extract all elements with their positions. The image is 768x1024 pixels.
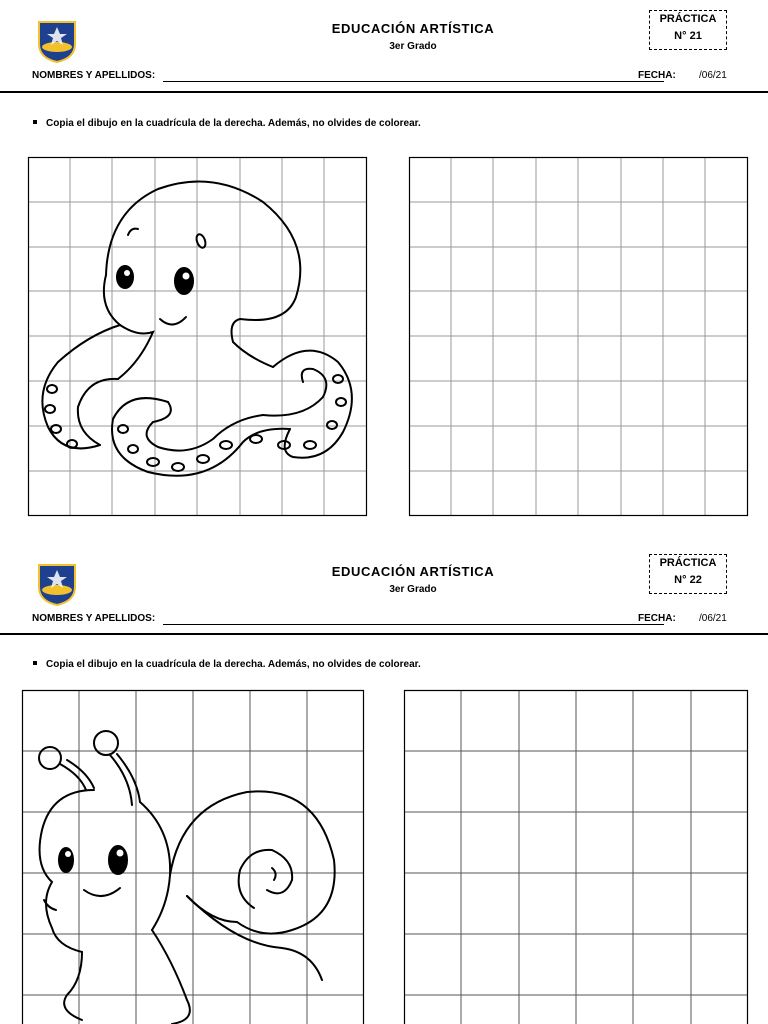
date-label: FECHA: [638,613,676,624]
name-label: NOMBRES Y APELLIDOS: [32,70,156,81]
date-value[interactable]: /06/21 [699,613,727,624]
name-label: NOMBRES Y APELLIDOS: [32,613,156,624]
bullet-icon [33,120,37,124]
practice-badge [649,10,727,50]
drawing-grid-practice-21[interactable] [409,157,748,516]
grade-label: 3er Grado [389,41,437,52]
name-field[interactable] [163,624,664,625]
date-label: FECHA: [638,70,676,81]
practice-number: N° 22 [674,574,702,586]
subject-title: EDUCACIÓN ARTÍSTICA [331,564,495,579]
instruction [33,118,421,129]
practice-number: N° 21 [674,30,702,42]
grid-lines [404,690,748,1024]
date-value[interactable]: /06/21 [699,70,727,81]
instruction-text: Copia el dibujo en la cuadrícula de la derecha. Además, no olvides de colorear. [46,659,421,670]
reference-grid-snail [22,690,364,1024]
practice-badge [649,554,727,594]
drawing-grid-practice-22[interactable] [404,690,748,1024]
header-divider [0,91,768,93]
name-field[interactable] [163,81,664,82]
instruction [33,659,421,670]
snail-drawing [39,731,335,1024]
practice-label: PRÁCTICA [659,557,717,569]
practice-label: PRÁCTICA [659,13,717,25]
name-row [32,613,752,629]
header-divider [0,633,768,635]
bullet-icon [33,661,37,665]
instruction-text: Copia el dibujo en la cuadrícula de la derecha. Además, no olvides de colorear. [46,118,421,129]
reference-grid-octopus [28,157,367,516]
name-row [32,70,752,86]
grid-lines [409,157,748,516]
worksheet-practice-22 [0,545,768,1024]
grid-lines [28,157,367,516]
subject-title: EDUCACIÓN ARTÍSTICA [331,21,495,36]
grade-label: 3er Grado [389,584,437,595]
